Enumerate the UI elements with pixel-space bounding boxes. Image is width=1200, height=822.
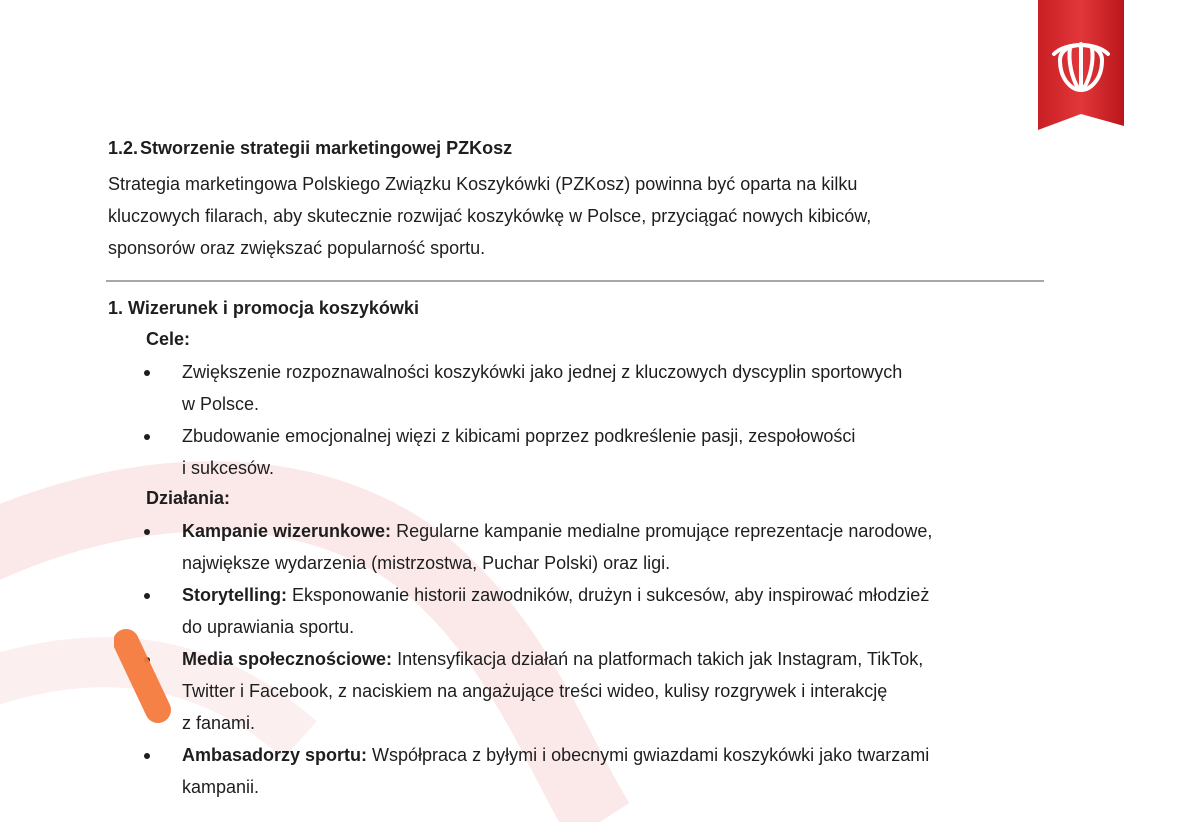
intro-line: Strategia marketingowa Polskiego Związku Koszykówki (PZKosz) powinna być oparta na kilku xyxy=(108,174,858,194)
item-line xyxy=(182,739,1042,771)
item-line xyxy=(182,643,1042,675)
item-term: Kampanie wizerunkowe: xyxy=(182,521,392,541)
bullet-icon xyxy=(144,529,150,535)
section-title: Stworzenie strategii marketingowej PZKosz xyxy=(140,138,513,158)
actions-label: Działania: xyxy=(146,488,231,508)
item-line: kampanii. xyxy=(182,777,260,797)
intro-line: kluczowych filarach, aby skutecznie rozwijać koszykówkę w Polsce, przyciągać nowych kibiców, xyxy=(108,206,872,226)
item-line xyxy=(182,515,1042,547)
item-line xyxy=(182,579,1042,611)
item-line: do uprawiania sportu. xyxy=(182,617,355,637)
section-number: 1.2. xyxy=(108,138,139,158)
item-text: Współpraca z byłymi i obecnymi gwiazdami koszykówki jako twarzami xyxy=(367,745,930,765)
bullet-icon xyxy=(144,434,150,440)
item-text: Regularne kampanie medialne promujące reprezentacje narodowe, xyxy=(391,521,933,541)
goals-label: Cele: xyxy=(146,329,191,349)
item-line: z fanami. xyxy=(182,713,256,733)
list-item xyxy=(0,356,1042,420)
item-term: Media społecznościowe: xyxy=(182,649,393,669)
item-text: Eksponowanie historii zawodników, drużyn i sukcesów, aby inspirować młodzież xyxy=(287,585,930,605)
item-text: Intensyfikacja działań na platformach takich jak Instagram, TikTok, xyxy=(392,649,924,669)
item-line: Zbudowanie emocjonalnej więzi z kibicami poprzez podkreślenie pasji, zespołowości xyxy=(182,426,856,446)
horizontal-divider xyxy=(106,280,1044,282)
item-line: największe wydarzenia (mistrzostwa, Puchar Polski) oraz ligi. xyxy=(182,553,671,573)
goals-list xyxy=(0,356,1042,484)
list-item xyxy=(0,739,1042,803)
section-heading xyxy=(108,136,512,160)
highlighter-mark xyxy=(114,628,174,728)
item-line: w Polsce. xyxy=(182,394,260,414)
item-line: i sukcesów. xyxy=(182,458,275,478)
item-line: Zwiększenie rozpoznawalności koszykówki jako jednej z kluczowych dyscyplin sportowych xyxy=(182,362,903,382)
list-item xyxy=(0,420,1042,484)
section-intro xyxy=(108,168,1028,264)
part-heading: 1. Wizerunek i promocja koszykówki xyxy=(108,298,419,318)
list-item xyxy=(0,515,1042,579)
bullet-icon xyxy=(144,370,150,376)
bullet-icon xyxy=(144,593,150,599)
item-term: Ambasadorzy sportu: xyxy=(182,745,368,765)
item-term: Storytelling: xyxy=(182,585,288,605)
item-line: Twitter i Facebook, z naciskiem na angażujące treści wideo, kulisy rozgrywek i interakcję xyxy=(182,681,888,701)
bullet-icon xyxy=(144,753,150,759)
intro-line: sponsorów oraz zwiększać popularność sportu. xyxy=(108,238,486,258)
